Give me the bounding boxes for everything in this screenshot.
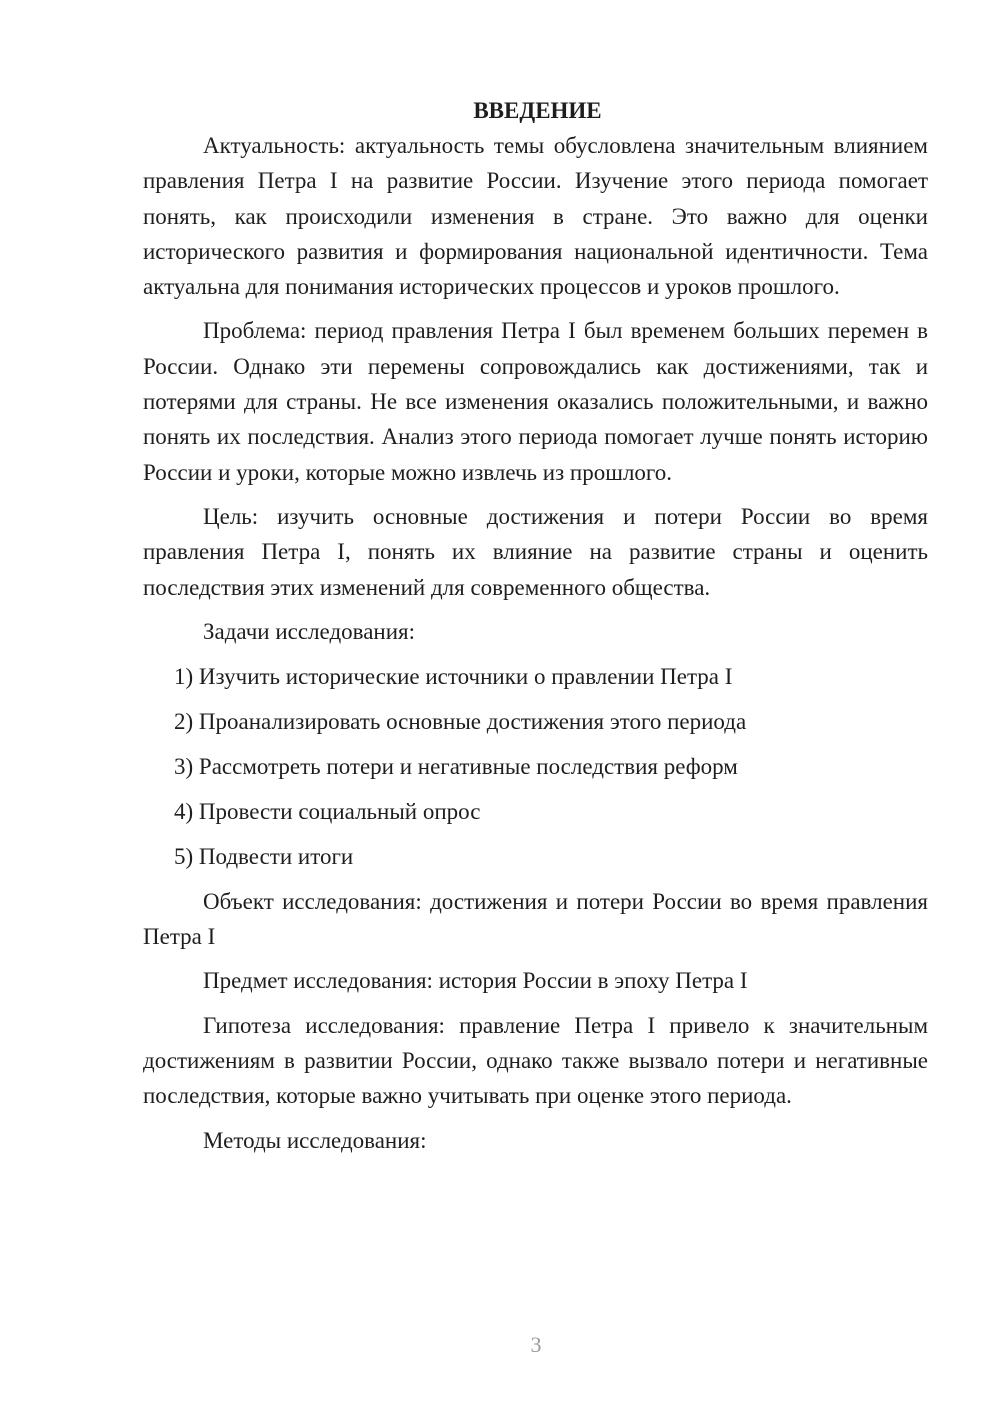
- goal-paragraph: Цель: изучить основные достижения и потери России во время правления Петра I, понять их влияние на развитие страны и оценить последствия этих изменений для современного общества.: [143, 503, 928, 600]
- page-number: 3: [530, 1332, 542, 1357]
- methods-label: Методы исследования:: [203, 1127, 427, 1153]
- list-item: 2) Проанализировать основные достижения этого периода: [174, 708, 747, 734]
- subject-paragraph: Предмет исследования: история России в эпоху Петра I: [203, 968, 748, 994]
- list-item: 3) Рассмотреть потери и негативные последствия реформ: [174, 753, 738, 779]
- list-item: 1) Изучить исторические источники о правлении Петра I: [174, 663, 733, 689]
- object-paragraph: Объект исследования: достижения и потери России во время правления Петра I: [143, 888, 928, 950]
- hypothesis-paragraph: Гипотеза исследования: правление Петра I привело к значительным достижениям в развитии России, однако также вызвало потери и негативные последствия, которые важно учитывать при оценке этого периода.: [143, 1012, 928, 1109]
- relevance-paragraph: Актуальность: актуальность темы обусловлена значительным влиянием правления Петра I на развитие России. Изучение этого периода помогает понять, как происходили изменения в стране. Это важно для оценки исторического развития и формирования национальной идентичности. Тема актуальна для понимания исторических процессов и уроков прошлого.: [143, 133, 928, 300]
- list-item: 5) Подвести итоги: [174, 843, 354, 869]
- tasks-label: Задачи исследования:: [203, 618, 416, 644]
- problem-paragraph: Проблема: период правления Петра I был временем больших перемен в России. Однако эти перемены сопровождались как достижениями, так и потерями для страны. Не все изменения оказались положительными, и важно понять их последствия. Анализ этого периода помогает лучше понять историю России и уроки, которые можно извлечь из прошлого.: [143, 318, 928, 485]
- tasks-list: [143, 659, 928, 874]
- section-heading: ВВЕДЕНИЕ: [473, 98, 602, 123]
- list-item: 4) Провести социальный опрос: [174, 798, 481, 824]
- document-page: [143, 93, 928, 1168]
